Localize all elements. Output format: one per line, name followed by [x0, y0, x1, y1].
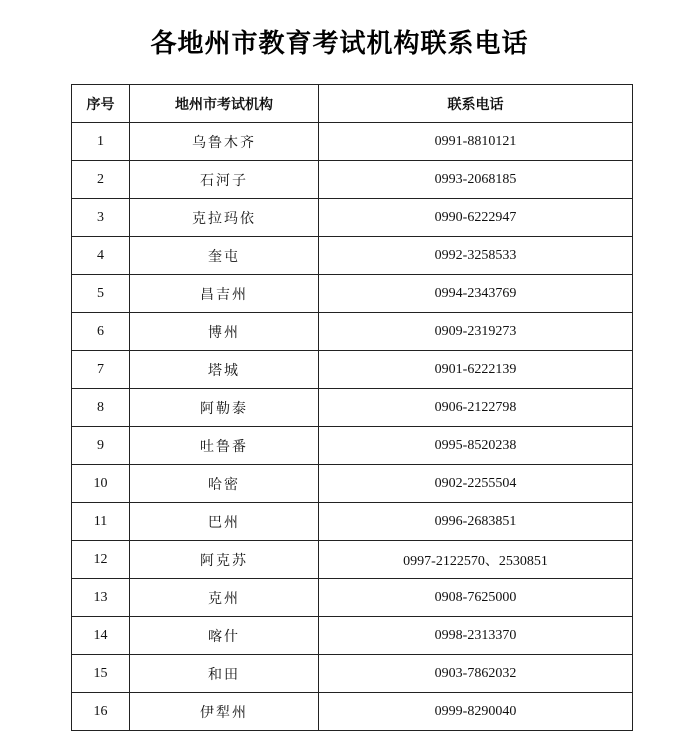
- row-number: 8: [72, 389, 130, 427]
- org-name: 阿勒泰: [130, 389, 319, 427]
- row-number: 1: [72, 123, 130, 161]
- phone-number: 0995-8520238: [319, 427, 633, 465]
- table-row: [72, 161, 633, 199]
- org-name: 伊犁州: [130, 693, 319, 731]
- row-number: 2: [72, 161, 130, 199]
- table-row: [72, 427, 633, 465]
- table-row: [72, 541, 633, 579]
- row-number: 10: [72, 465, 130, 503]
- org-name: 博州: [130, 313, 319, 351]
- table-header-row: [72, 85, 633, 123]
- phone-number: 0993-2068185: [319, 161, 633, 199]
- row-number: 6: [72, 313, 130, 351]
- org-name: 塔城: [130, 351, 319, 389]
- table-row: [72, 465, 633, 503]
- phone-number: 0902-2255504: [319, 465, 633, 503]
- phone-number: 0901-6222139: [319, 351, 633, 389]
- table-row: [72, 503, 633, 541]
- row-number: 15: [72, 655, 130, 693]
- org-name: 阿克苏: [130, 541, 319, 579]
- row-number: 12: [72, 541, 130, 579]
- phone-number: 0991-8810121: [319, 123, 633, 161]
- table-row: [72, 313, 633, 351]
- org-name: 和田: [130, 655, 319, 693]
- table-row: [72, 617, 633, 655]
- phone-number: 0990-6222947: [319, 199, 633, 237]
- table-body: [72, 123, 633, 731]
- table-row: [72, 199, 633, 237]
- org-name: 哈密: [130, 465, 319, 503]
- phone-number: 0998-2313370: [319, 617, 633, 655]
- column-header-org: 地州市考试机构: [130, 85, 319, 123]
- org-name: 喀什: [130, 617, 319, 655]
- row-number: 14: [72, 617, 130, 655]
- org-name: 巴州: [130, 503, 319, 541]
- org-name: 乌鲁木齐: [130, 123, 319, 161]
- phone-number: 0992-3258533: [319, 237, 633, 275]
- org-name: 克州: [130, 579, 319, 617]
- table-row: [72, 237, 633, 275]
- table-row: [72, 351, 633, 389]
- org-name: 克拉玛依: [130, 199, 319, 237]
- org-name: 昌吉州: [130, 275, 319, 313]
- column-header-phone: 联系电话: [319, 85, 633, 123]
- table-row: [72, 693, 633, 731]
- org-name: 吐鲁番: [130, 427, 319, 465]
- contacts-table: [71, 84, 633, 731]
- column-header-no: 序号: [72, 85, 130, 123]
- row-number: 7: [72, 351, 130, 389]
- row-number: 11: [72, 503, 130, 541]
- table-row: [72, 579, 633, 617]
- row-number: 9: [72, 427, 130, 465]
- row-number: 4: [72, 237, 130, 275]
- table-row: [72, 123, 633, 161]
- table-row: [72, 275, 633, 313]
- phone-number: 0996-2683851: [319, 503, 633, 541]
- phone-number: 0906-2122798: [319, 389, 633, 427]
- row-number: 16: [72, 693, 130, 731]
- table-row: [72, 389, 633, 427]
- row-number: 13: [72, 579, 130, 617]
- phone-number: 0999-8290040: [319, 693, 633, 731]
- phone-number: 0909-2319273: [319, 313, 633, 351]
- row-number: 3: [72, 199, 130, 237]
- phone-number: 0903-7862032: [319, 655, 633, 693]
- org-name: 奎屯: [130, 237, 319, 275]
- org-name: 石河子: [130, 161, 319, 199]
- phone-number: 0994-2343769: [319, 275, 633, 313]
- row-number: 5: [72, 275, 130, 313]
- phone-number: 0908-7625000: [319, 579, 633, 617]
- table-row: [72, 655, 633, 693]
- phone-number: 0997-2122570、2530851: [319, 541, 633, 579]
- page-title: 各地州市教育考试机构联系电话: [150, 29, 529, 60]
